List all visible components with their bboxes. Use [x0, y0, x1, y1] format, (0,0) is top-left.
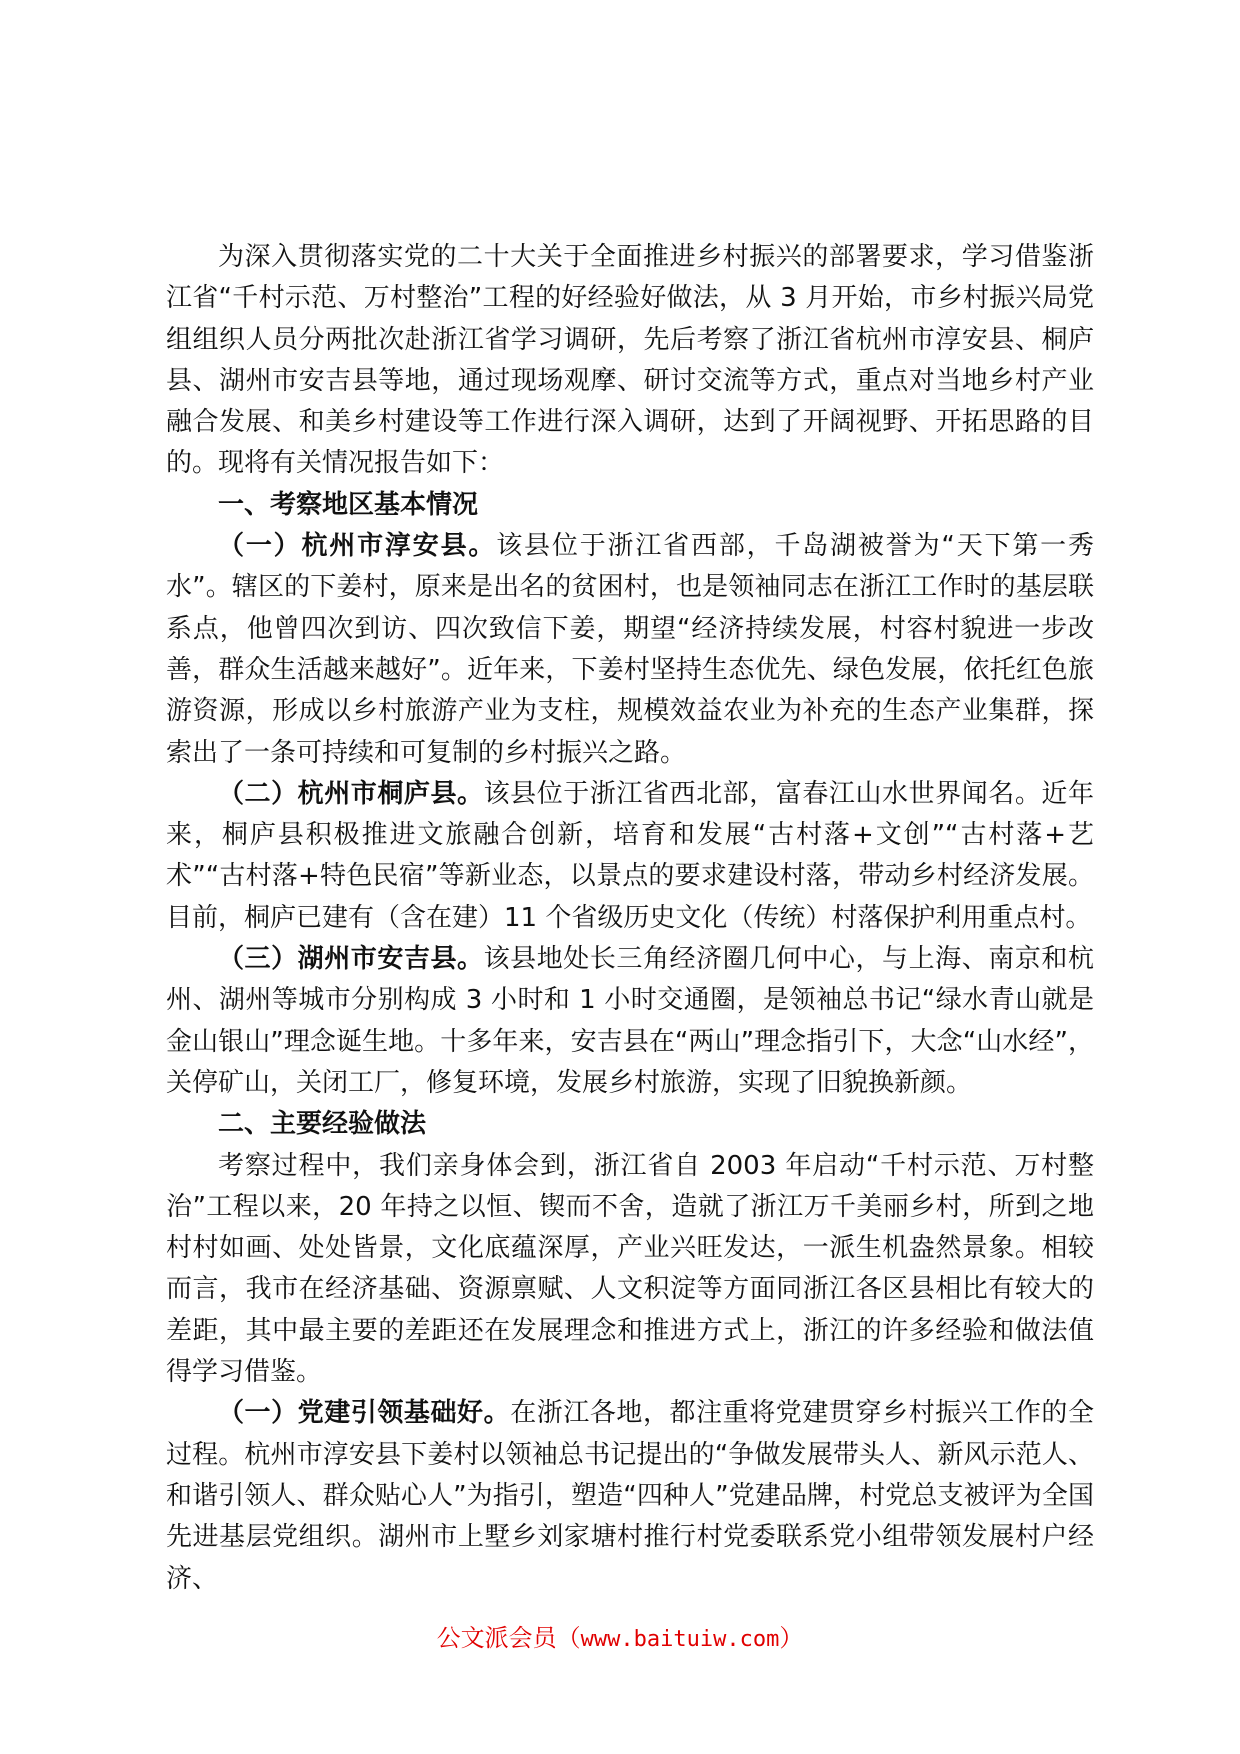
section-1-paragraph-1: [166, 526, 1094, 774]
paragraph-lead: （一）杭州市淳安县。: [218, 531, 497, 562]
paragraph-lead: （一）党建引领基础好。: [218, 1398, 511, 1429]
paragraph-text: 该县位于浙江省西部，千岛湖被誉为“天下第一秀水”。辖区的下姜村，原来是出名的贫困村，也是领袖同志在浙江工作时的基层联系点，他曾四次到访、四次致信下姜，期望“经济持续发展，村容村貌进一步改善，群众生活越来越好”。近年来，下姜村坚持生态优先、绿色发展，依托红色旅游资源，形成以乡村旅游产业为支柱，规模效益农业为补充的生态产业集群，探索出了一条可持续和可复制的乡村振兴之路。: [166, 531, 1094, 768]
section-2-heading: 二、主要经验做法: [218, 1109, 427, 1140]
footer-paren-close: ）: [779, 1624, 804, 1652]
paragraph-text: 该县位于浙江省西北部，富春江山水世界闻名。近年来，桐庐县积极推进文旅融合创新，培育和发展“古村落+文创”“古村落+艺术”“古村落+特色民宿”等新业态，以景点的要求建设村落，带动乡村经济发展。目前，桐庐已建有（含在建）11 个省级历史文化（传统）村落保护利用重点村。: [166, 778, 1094, 933]
footer-watermark: [0, 1618, 1240, 1653]
intro-paragraph: 为深入贯彻落实党的二十大关于全面推进乡村振兴的部署要求，学习借鉴浙江省“千村示范、万村整治”工程的好经验好做法，从 3 月开始，市乡村振兴局党组组织人员分两批次赴浙江省学习调研，先后考察了浙江省杭州市淳安县、桐庐县、湖州市安吉县等地，通过现场观摩、研讨交流等方式，重点对当地乡村产业融合发展、和美乡村建设等工作进行深入调研，达到了开阔视野、开拓思路的目的。现将有关情况报告如下：: [166, 242, 1094, 479]
section-2-paragraph-1: [166, 1393, 1094, 1599]
footer-url[interactable]: www.baituiw.com: [580, 1627, 780, 1652]
section-1-heading: 一、考察地区基本情况: [218, 489, 479, 520]
section-1-paragraph-3: [166, 939, 1094, 1104]
paragraph-text: 该县地处长三角经济圈几何中心，与上海、南京和杭州、湖州等城市分别构成 3 小时和 1 小时交通圈，是领袖总书记“绿水青山就是金山银山”理念诞生地。十多年来，安吉县在“两山”理念指引下，大念“山水经”，关停矿山，关闭工厂，修复环境，发展乡村旅游，实现了旧貌换新颜。: [166, 944, 1094, 1098]
paragraph-lead: （二）杭州市桐庐县。: [218, 778, 484, 809]
paragraph-text: 在浙江各地，都注重将党建贯穿乡村振兴工作的全过程。杭州市淳安县下姜村以领袖总书记提出的“争做发展带头人、新风示范人、和谐引领人、群众贴心人”为指引，塑造“四种人”党建品牌，村党总支被评为全国先进基层党组织。湖州市上墅乡刘家塘村推行村党委联系党小组带领发展村户经济、: [166, 1398, 1094, 1594]
section-1-paragraph-2: [166, 774, 1094, 939]
footer-paren-open: （: [556, 1624, 581, 1652]
document-body: [166, 237, 1094, 1600]
footer-name: 公文派会员: [436, 1624, 557, 1652]
section-2-intro: 考察过程中，我们亲身体会到，浙江省自 2003 年启动“千村示范、万村整治”工程以来，20 年持之以恒、锲而不舍，造就了浙江万千美丽乡村，所到之地村村如画、处处皆景，文化底蕴深厚，产业兴旺发达，一派生机盎然景象。相较而言，我市在经济基础、资源禀赋、人文积淀等方面同浙江各区县相比有较大的差距，其中最主要的差距还在发展理念和推进方式上，浙江的许多经验和做法值得学习借鉴。: [166, 1150, 1094, 1388]
paragraph-lead: （三）湖州市安吉县。: [218, 944, 484, 975]
